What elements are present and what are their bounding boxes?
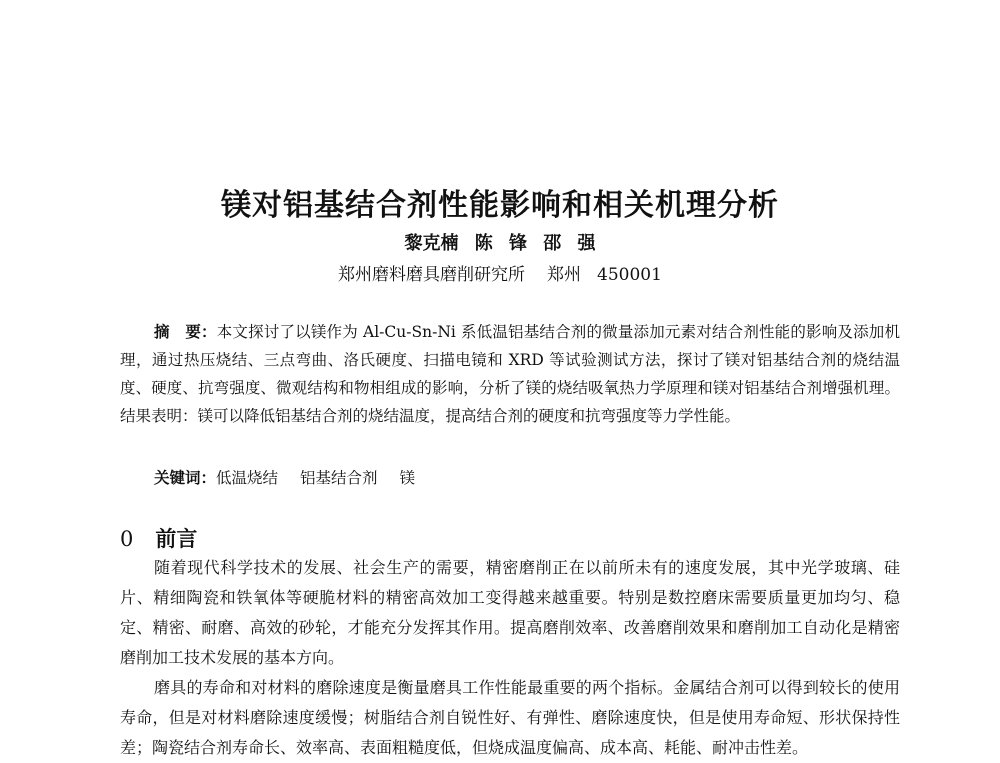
section-number: 0 (120, 527, 134, 551)
paper-title: 镁对铝基结合剂性能影响和相关机理分析 (221, 188, 779, 223)
affiliation-institute: 郑州磨料磨具磨削研究所 (338, 265, 526, 285)
keyword: 低温烧结 (216, 469, 279, 487)
author-list: 黎克楠 陈 锋 邵 强 (404, 233, 596, 254)
section-title: 前言 (155, 527, 198, 551)
affiliation-city: 郑州 (547, 265, 582, 285)
affiliation-zip: 450001 (597, 265, 662, 285)
affiliation (0, 260, 1000, 285)
section-heading (120, 523, 197, 553)
paragraph: 随着现代科学技术的发展、社会生产的需要，精密磨削正在以前所未有的速度发展，其中光学玻璃、硅片、精细陶瓷和铁氧体等硬脆材料的精密高效加工变得越来越重要。特别是数控磨床需要质量更加均匀、稳定、精密、耐磨、高效的砂轮，才能充分发挥其作用。提高磨削效率、改善磨削效果和磨削加工自动化是精密磨削加工技术发展的基本方向。 (120, 558, 900, 667)
paragraph: 磨具的寿命和对材料的磨除速度是衡量磨具工作性能最重要的两个指标。金属结合剂可以得到较长的使用寿命，但是对材料磨除速度缓慢；树脂结合剂自锐性好、有弹性、磨除速度快，但是使用寿命短、形状保持性差；陶瓷结合剂寿命长、效率高、表面粗糙度低，但烧成温度偏高、成本高、耗能、耐冲击性差。 (120, 678, 900, 757)
keywords (154, 466, 437, 488)
abstract-label: 摘 要： (154, 323, 217, 341)
keyword: 镁 (399, 469, 416, 487)
abstract (120, 318, 900, 430)
abstract-text: 本文探讨了以镁作为 Al-Cu-Sn-Ni 系低温铝基结合剂的微量添加元素对结合剂性能的影响及添加机理，通过热压烧结、三点弯曲、洛氏硬度、扫描电镜和 XRD 等试验测试方法，探讨了镁对铝基结合剂的烧结温度、硬度、抗弯强度、微观结构和物相组成的影响，分析了镁的烧结吸氧热力学原理和镁对铝基结合剂增强机理。结果表明：镁可以降低铝基结合剂的烧结温度，提高结合剂的硬度和抗弯强度等力学性能。 (120, 323, 900, 425)
keyword: 铝基结合剂 (300, 469, 378, 487)
keywords-label: 关键词： (154, 469, 217, 487)
body-text (120, 553, 900, 763)
